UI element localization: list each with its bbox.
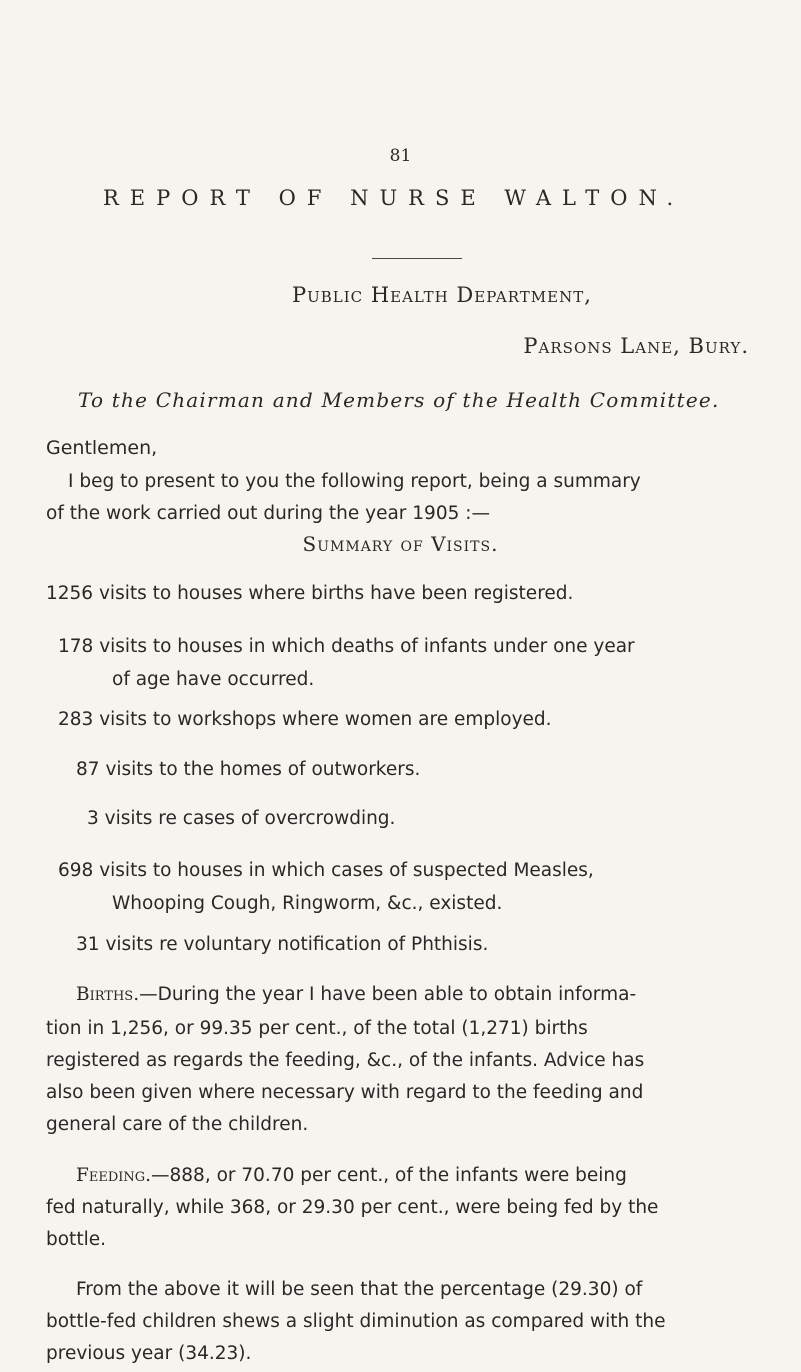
conclusion-line-3: previous year (34.23). — [46, 1343, 252, 1364]
births-line-5: general care of the children. — [46, 1114, 309, 1135]
visit-item — [46, 578, 573, 610]
visit-count: 178 — [58, 636, 94, 657]
visit-count: 698 — [58, 860, 94, 881]
feeding-text: —888, or 70.70 per cent., of the infants were being — [151, 1165, 627, 1186]
visit-description: visits to houses where births have been registered. — [98, 583, 574, 604]
visit-description: visits re voluntary notification of Phthisis. — [105, 934, 489, 955]
births-line-2: tion in 1,256, or 99.35 per cent., of the total (1,271) births — [46, 1018, 588, 1039]
visit-item — [76, 754, 420, 786]
intro-line-2: of the work carried out during the year 1905 :— — [46, 503, 490, 524]
births-text: —During the year I have been able to obtain informa- — [139, 984, 637, 1005]
births-line-4: also been given where necessary with regard to the feeding and — [46, 1082, 644, 1103]
feeding-line-1 — [76, 1160, 627, 1192]
intro-line-1: I beg to present to you the following report, being a summary — [68, 471, 641, 492]
births-line-3: registered as regards the feeding, &c., of the infants. Advice has — [46, 1050, 645, 1071]
visit-item — [58, 631, 635, 663]
visit-item — [87, 803, 395, 835]
visit-count: 3 — [87, 808, 99, 829]
summary-heading: Summary of Visits. — [302, 532, 499, 556]
conclusion-line-2: bottle-fed children shews a slight diminution as compared with the — [46, 1311, 666, 1332]
visit-item — [76, 929, 488, 961]
visit-description: visits to the homes of outworkers. — [105, 759, 421, 780]
visit-description-continued: Whooping Cough, Ringworm, &c., existed. — [112, 893, 503, 914]
visit-description: visits re cases of overcrowding. — [104, 808, 396, 829]
visit-count: 87 — [76, 759, 100, 780]
page-number: 81 — [389, 146, 412, 166]
visit-description: visits to houses in which cases of suspected Measles, — [99, 860, 594, 881]
salutation-greeting: Gentlemen, — [46, 437, 158, 459]
visit-count: 283 — [58, 709, 94, 730]
births-line-1 — [76, 979, 636, 1011]
feeding-heading: Feeding. — [76, 1165, 152, 1186]
conclusion-line-1: From the above it will be seen that the percentage (29.30) of — [76, 1279, 643, 1300]
visit-description: visits to houses in which deaths of infants under one year — [99, 636, 635, 657]
visit-description: visits to workshops where women are employed. — [99, 709, 552, 730]
visit-description-continued: of age have occurred. — [112, 669, 315, 690]
visit-item — [58, 704, 552, 736]
title-divider — [372, 258, 462, 259]
feeding-line-3: bottle. — [46, 1229, 106, 1250]
report-title: REPORT OF NURSE WALTON. — [103, 186, 685, 210]
births-heading: Births. — [76, 984, 140, 1005]
visit-count: 1256 — [46, 583, 94, 604]
address-department: Public Health Department, — [292, 283, 592, 307]
visit-count: 31 — [76, 934, 100, 955]
salutation-addressee: To the Chairman and Members of the Health Committee. — [78, 388, 720, 412]
address-street: Parsons Lane, Bury. — [523, 334, 749, 358]
visit-item — [58, 855, 594, 887]
feeding-line-2: fed naturally, while 368, or 29.30 per cent., were being fed by the — [46, 1197, 659, 1218]
